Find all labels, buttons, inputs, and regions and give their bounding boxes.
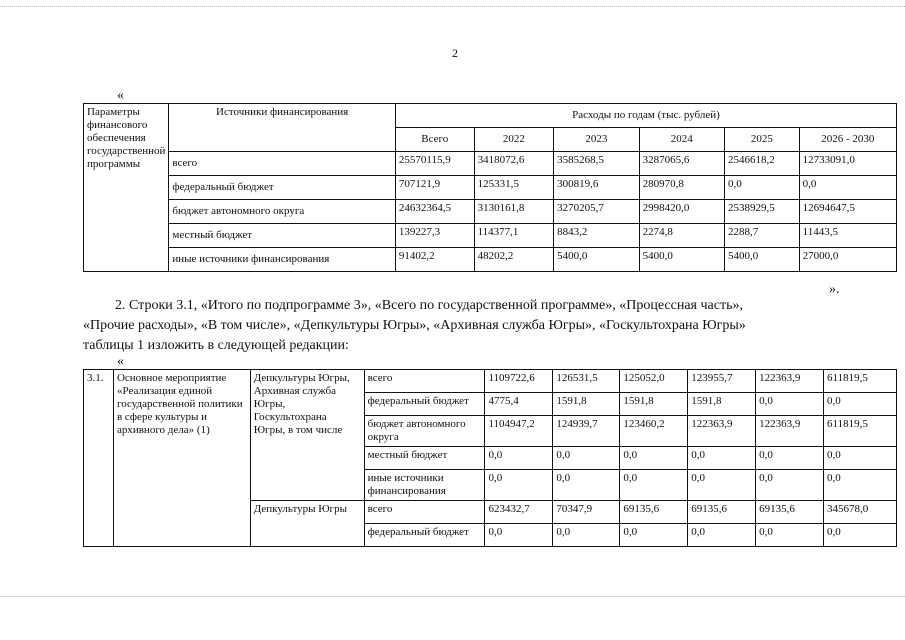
value-cell: 0,0: [553, 447, 620, 470]
value-cell: 0,0: [485, 524, 553, 547]
value-cell: 27000,0: [799, 248, 896, 272]
year-header: 2026 - 2030: [799, 128, 896, 152]
value-cell: 2288,7: [725, 224, 800, 248]
value-cell: 280970,8: [639, 176, 724, 200]
value-cell: 611819,5: [824, 416, 897, 447]
value-cell: 12733091,0: [799, 152, 896, 176]
value-cell: 623432,7: [485, 501, 553, 524]
value-cell: 0,0: [553, 524, 620, 547]
source-cell: федеральный бюджет: [364, 393, 485, 416]
value-cell: 1591,8: [553, 393, 620, 416]
paragraph-line: «Прочие расходы», «В том числе», «Депкультуры Югры», «Архивная служба Югры», «Госкультохрана Югры»: [83, 318, 746, 333]
value-cell: 5400,0: [554, 248, 639, 272]
source-cell: федеральный бюджет: [169, 176, 396, 200]
value-cell: 3585268,5: [554, 152, 639, 176]
value-cell: 0,0: [824, 470, 897, 501]
year-header: 2024: [639, 128, 724, 152]
value-cell: 0,0: [756, 447, 824, 470]
page-bottom-edge: [0, 596, 905, 597]
value-cell: 123955,7: [688, 370, 756, 393]
value-cell: 0,0: [553, 470, 620, 501]
value-cell: 4775,4: [485, 393, 553, 416]
source-cell: местный бюджет: [364, 447, 485, 470]
close-quote: ».: [829, 282, 840, 297]
source-cell: федеральный бюджет: [364, 524, 485, 547]
value-cell: 0,0: [756, 524, 824, 547]
program-table: [83, 369, 897, 547]
source-header: Источники финансирования: [169, 104, 396, 152]
table-row: [84, 248, 897, 272]
source-cell: бюджет автономного округа: [169, 200, 396, 224]
table-row: [84, 224, 897, 248]
value-cell: 25570115,9: [395, 152, 474, 176]
source-cell: местный бюджет: [169, 224, 396, 248]
value-cell: 2538929,5: [725, 200, 800, 224]
value-cell: 0,0: [824, 524, 897, 547]
param-label: Параметры финансового обеспечения государственной программы: [84, 104, 169, 272]
table-row: [84, 176, 897, 200]
year-header: Всего: [395, 128, 474, 152]
source-cell: бюджет автономного округа: [364, 416, 485, 447]
table-row: [84, 152, 897, 176]
source-cell: всего: [169, 152, 396, 176]
value-cell: 0,0: [688, 470, 756, 501]
value-cell: 0,0: [756, 470, 824, 501]
value-cell: 12694647,5: [799, 200, 896, 224]
value-cell: 3270205,7: [554, 200, 639, 224]
value-cell: 11443,5: [799, 224, 896, 248]
value-cell: 91402,2: [395, 248, 474, 272]
value-cell: 0,0: [485, 447, 553, 470]
value-cell: 1591,8: [620, 393, 688, 416]
executor-cell: Депкультуры Югры: [250, 501, 364, 547]
activity-name: Основное мероприятие «Реализация единой государственной политики в сфере культуры и архивного дела» (1): [113, 370, 250, 547]
value-cell: 123460,2: [620, 416, 688, 447]
value-cell: 8843,2: [554, 224, 639, 248]
value-cell: 139227,3: [395, 224, 474, 248]
value-cell: 126531,5: [553, 370, 620, 393]
source-cell: всего: [364, 501, 485, 524]
value-cell: 0,0: [824, 393, 897, 416]
value-cell: 707121,9: [395, 176, 474, 200]
value-cell: 2998420,0: [639, 200, 724, 224]
financing-table: [83, 103, 897, 272]
value-cell: 69135,6: [756, 501, 824, 524]
value-cell: 300819,6: [554, 176, 639, 200]
value-cell: 3130161,8: [474, 200, 554, 224]
year-header: 2022: [474, 128, 554, 152]
value-cell: 0,0: [725, 176, 800, 200]
value-cell: 69135,6: [688, 501, 756, 524]
value-cell: 24632364,5: [395, 200, 474, 224]
value-cell: 5400,0: [639, 248, 724, 272]
value-cell: 3418072,6: [474, 152, 554, 176]
value-cell: 345678,0: [824, 501, 897, 524]
value-cell: 69135,6: [620, 501, 688, 524]
source-cell: всего: [364, 370, 485, 393]
value-cell: 2274,8: [639, 224, 724, 248]
value-cell: 125331,5: [474, 176, 554, 200]
year-header: 2023: [554, 128, 639, 152]
source-cell: иные источники финансирования: [169, 248, 396, 272]
value-cell: 114377,1: [474, 224, 554, 248]
expenses-header: Расходы по годам (тыс. рублей): [395, 104, 896, 128]
paragraph-line: 2. Строки 3.1, «Итого по подпрограмме 3», «Всего по государственной программе», «Процессная часть»,: [115, 298, 743, 313]
year-header: 2025: [725, 128, 800, 152]
value-cell: 0,0: [688, 524, 756, 547]
source-cell: иные источники финансирования: [364, 470, 485, 501]
value-cell: 124939,7: [553, 416, 620, 447]
value-cell: 2546618,2: [725, 152, 800, 176]
value-cell: 125052,0: [620, 370, 688, 393]
value-cell: 0,0: [620, 447, 688, 470]
table-row: [84, 200, 897, 224]
value-cell: 1104947,2: [485, 416, 553, 447]
value-cell: 0,0: [688, 447, 756, 470]
page-number: 2: [452, 46, 458, 60]
value-cell: 48202,2: [474, 248, 554, 272]
open-quote-1: «: [117, 88, 124, 103]
value-cell: 0,0: [620, 470, 688, 501]
value-cell: 0,0: [620, 524, 688, 547]
value-cell: 122363,9: [756, 370, 824, 393]
value-cell: 0,0: [799, 176, 896, 200]
value-cell: 5400,0: [725, 248, 800, 272]
value-cell: 3287065,6: [639, 152, 724, 176]
table-row: [84, 370, 897, 393]
amendment-paragraph: [83, 296, 858, 356]
value-cell: 1591,8: [688, 393, 756, 416]
value-cell: 70347,9: [553, 501, 620, 524]
paragraph-line: таблицы 1 изложить в следующей редакции:: [83, 338, 349, 353]
value-cell: 0,0: [756, 393, 824, 416]
value-cell: 122363,9: [688, 416, 756, 447]
row-number: 3.1.: [84, 370, 114, 547]
value-cell: 122363,9: [756, 416, 824, 447]
value-cell: 0,0: [824, 447, 897, 470]
scan-top-edge: [0, 6, 905, 10]
open-quote-2: «: [117, 354, 124, 369]
value-cell: 1109722,6: [485, 370, 553, 393]
executor-cell: Депкультуры Югры, Архивная служба Югры, Госкультохрана Югры, в том числе: [250, 370, 364, 501]
value-cell: 0,0: [485, 470, 553, 501]
value-cell: 611819,5: [824, 370, 897, 393]
